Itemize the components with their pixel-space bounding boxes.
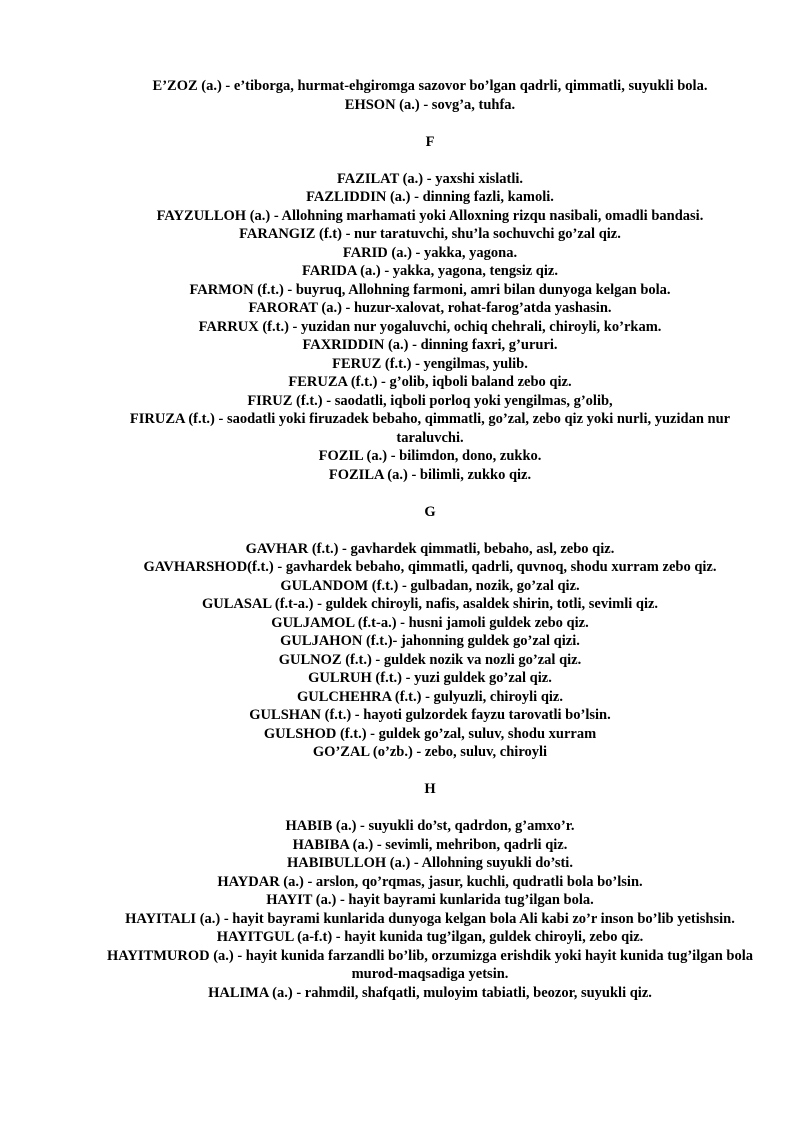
name-entry: FAYZULLOH (a.) - Allohning marhamati yoki Alloxning rizqu nasibali, omadli bandasi. <box>156 207 704 224</box>
name-entry: HAYITALI (a.) - hayit bayrami kunlarida dunyoga kelgan bola Ali kabi zo’r inson bo’lib yetishsin. <box>125 910 735 927</box>
name-entry: GULJAHON (f.t.)- jahonning guldek go’zal qizi. <box>280 633 580 649</box>
name-entry: FAZLIDDIN (a.) - dinning fazli, kamoli. <box>306 189 554 205</box>
name-entry: GULANDOM (f.t.) - gulbadan, nozik, go’zal qiz. <box>280 577 580 594</box>
name-entry: GULSHOD (f.t.) - guldek go’zal, suluv, shodu xurram <box>263 725 597 742</box>
name-entry: GULASAL (f.t-a.) - guldek chiroyli, nafis, asaldek shirin, totli, sevimli qiz. <box>201 596 659 612</box>
name-entry: HAYIT (a.) - hayit bayrami kunlarida tug’ilgan bola. <box>266 892 594 908</box>
name-entry: FIRUZ (f.t.) - saodatli, iqboli porloq yoki yengilmas, g’olib, <box>247 392 613 409</box>
name-entry: GULCHEHRA (f.t.) - gulyuzli, chiroyli qiz. <box>297 688 563 705</box>
document-page <box>95 77 765 1002</box>
name-entry: HAYITMUROD (a.) - hayit kunida farzandli bo’lib, orzumizga erishdik yoki hayit kunida tug’ilgan bola murod-maqsadiga yetsin. <box>106 947 754 982</box>
name-entry: HABIBA (a.) - sevimli, mehribon, qadrli qiz. <box>292 836 568 853</box>
name-entry: FARIDA (a.) - yakka, yagona, tengsiz qiz. <box>302 263 558 279</box>
name-entry: HAYITGUL (a-f.t) - hayit kunida tug’ilgan, guldek chiroyli, zebo qiz. <box>216 929 644 945</box>
name-entry: GULJAMOL (f.t-a.) - husni jamoli guldek zebo qiz. <box>271 614 589 631</box>
name-entry: FARANGIZ (f.t) - nur taratuvchi, shu’la sochuvchi go’zal qiz. <box>239 226 621 242</box>
section-letter-h: H <box>424 781 436 797</box>
name-entry: FARMON (f.t.) - buyruq, Allohning farmoni, amri bilan dunyoga kelgan bola. <box>189 281 671 298</box>
section-letter-g: G <box>424 503 436 520</box>
name-entry: FIRUZA (f.t.) - saodatli yoki firuzadek bebaho, qimmatli, go’zal, zebo qiz yoki nurli, yuzidan nur taraluvchi. <box>129 411 731 446</box>
name-entry: FOZILA (a.) - bilimli, zukko qiz. <box>328 466 532 483</box>
name-entry: HABIBULLOH (a.) - Allohning suyukli do’sti. <box>287 855 573 871</box>
name-entry: HABIB (a.) - suyukli do’st, qadrdon, g’amxo’r. <box>285 818 575 834</box>
name-entry: GAVHARSHOD(f.t.) - gavhardek bebaho, qimmatli, qadrli, quvnoq, shodu xurram zebo qiz. <box>143 559 717 575</box>
name-entry: GULSHAN (f.t.) - hayoti gulzordek fayzu tarovatli bo’lsin. <box>249 707 611 723</box>
name-entry: FARRUX (f.t.) - yuzidan nur yogaluvchi, ochiq chehrali, chiroyli, ko’rkam. <box>198 318 662 335</box>
name-entry: FERUZA (f.t.) - g’olib, iqboli baland zebo qiz. <box>288 374 572 390</box>
name-entry: FERUZ (f.t.) - yengilmas, yulib. <box>332 355 528 372</box>
name-entry: E’ZOZ (a.) - e’tiborga, hurmat-ehgiromga sazovor bo’lgan qadrli, qimmatli, suyukli bola. <box>152 78 708 94</box>
name-entry: HAYDAR (a.) - arslon, qo’rqmas, jasur, kuchli, qudratli bola bo’lsin. <box>217 873 643 890</box>
name-entry: FOZIL (a.) - bilimdon, dono, zukko. <box>318 448 542 464</box>
name-entry: EHSON (a.) - sovg’a, tuhfa. <box>344 96 516 113</box>
name-entry: FAXRIDDIN (a.) - dinning faxri, g’ururi. <box>302 337 558 353</box>
name-entry: FARID (a.) - yakka, yagona. <box>342 244 518 261</box>
name-entry: GO’ZAL (o’zb.) - zebo, suluv, chiroyli <box>312 744 548 760</box>
name-entry: FAZILAT (a.) - yaxshi xislatli. <box>336 170 524 187</box>
name-entry: HALIMA (a.) - rahmdil, shafqatli, muloyim tabiatli, beozor, suyukli qiz. <box>208 984 652 1001</box>
section-letter-f: F <box>425 133 435 150</box>
name-entry: FARORAT (a.) - huzur-xalovat, rohat-farog’atda yashasin. <box>248 300 612 316</box>
name-entry: GULNOZ (f.t.) - guldek nozik va nozli go’zal qiz. <box>278 651 582 668</box>
name-entry: GAVHAR (f.t.) - gavhardek qimmatli, bebaho, asl, zebo qiz. <box>245 540 615 557</box>
name-entry: GULRUH (f.t.) - yuzi guldek go’zal qiz. <box>308 670 552 686</box>
